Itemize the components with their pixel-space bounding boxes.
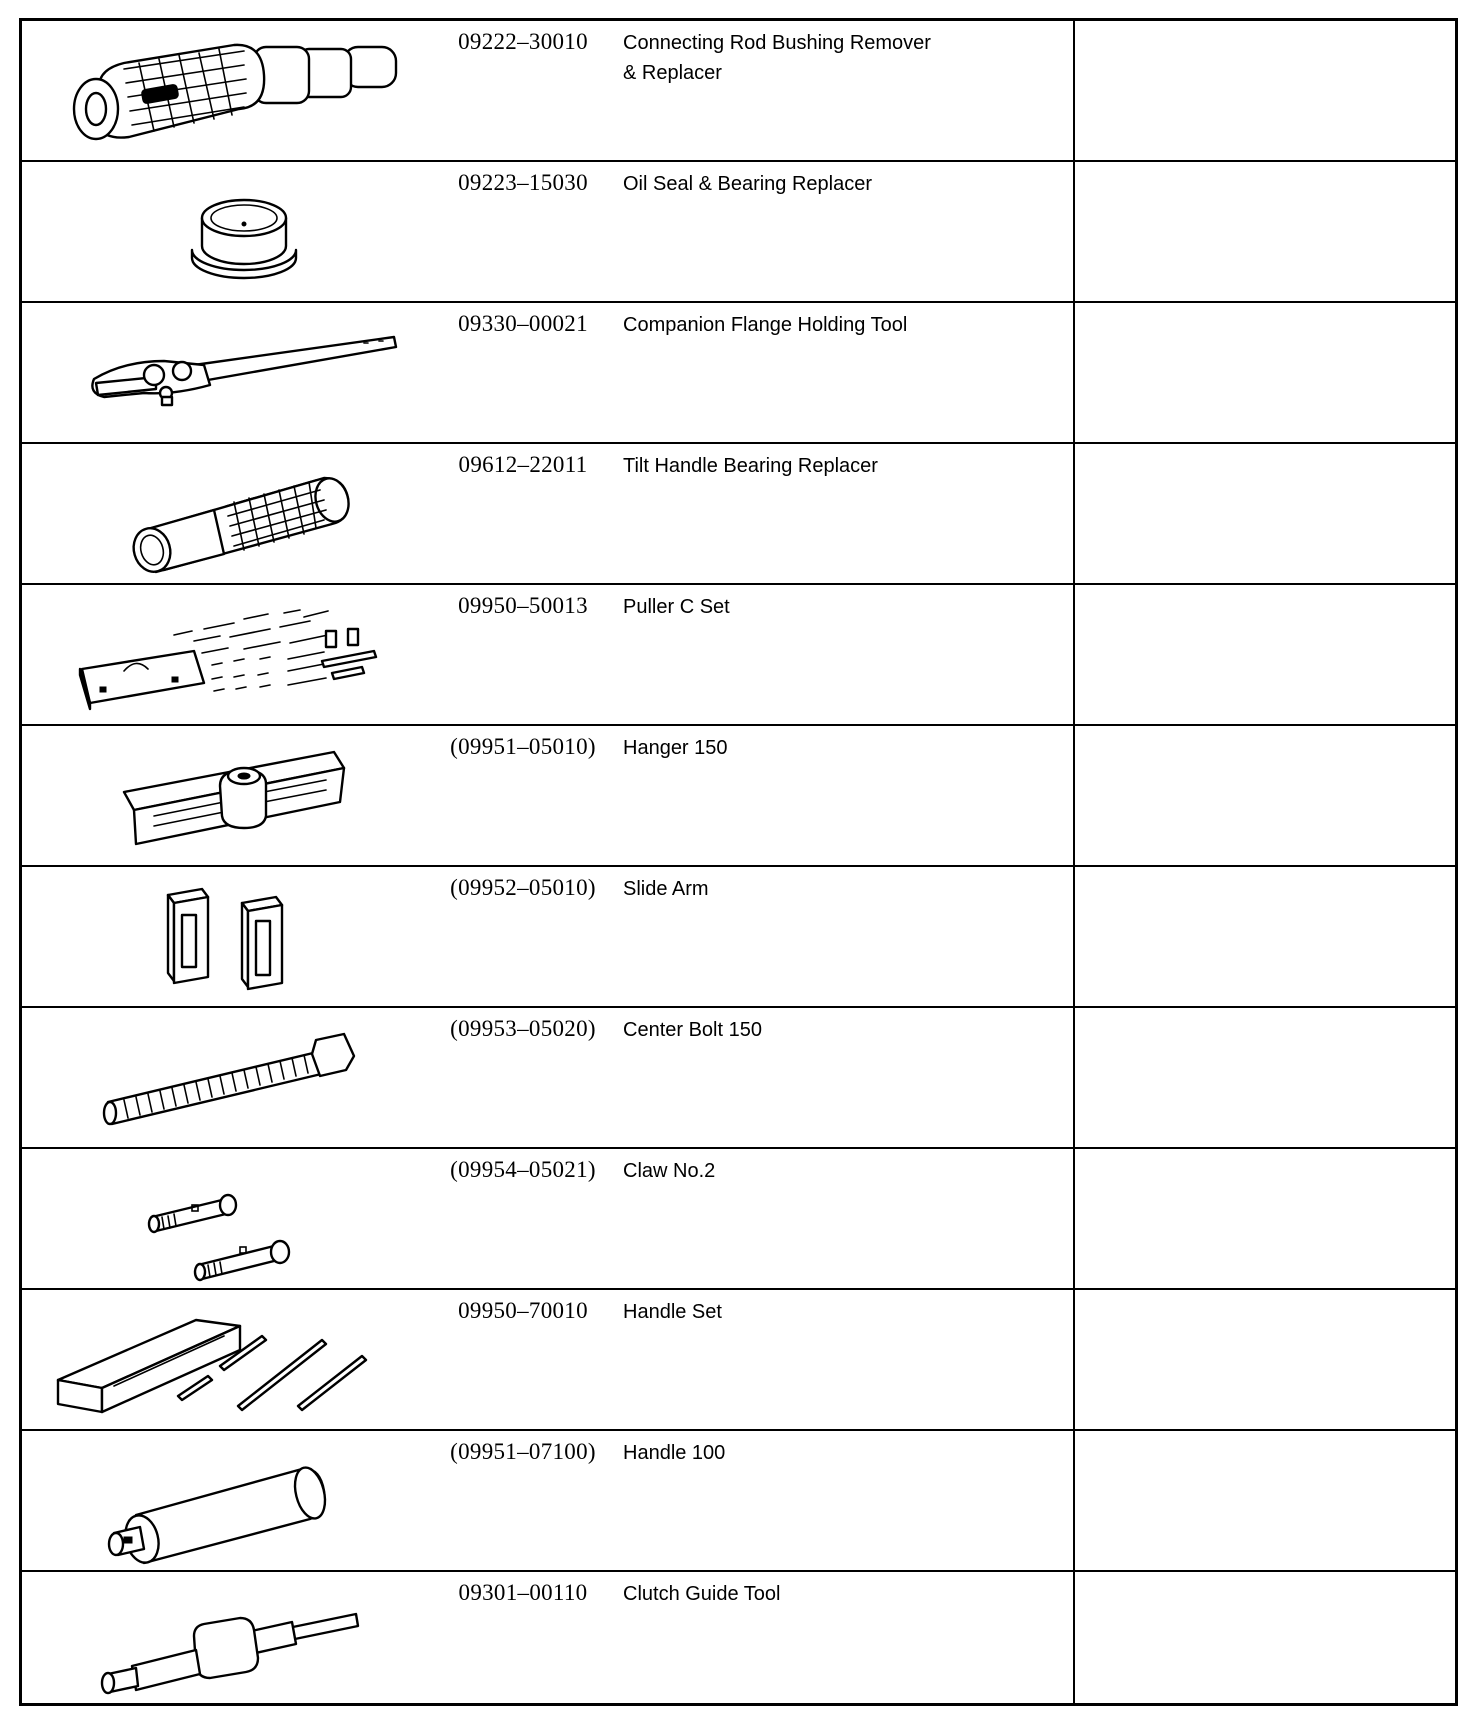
table-row: [22, 21, 1455, 162]
handle-set-illustration: [44, 1296, 424, 1424]
part-number: 09612–22011: [458, 452, 588, 477]
part-name: Connecting Rod Bushing Remover & Replacer: [623, 32, 931, 84]
part-name: Handle Set: [623, 1301, 722, 1323]
handle-100-illustration: [44, 1437, 424, 1565]
table-row: [22, 1431, 1455, 1572]
hanger-illustration: [44, 732, 424, 860]
part-name: Companion Flange Holding Tool: [623, 314, 908, 336]
part-name: Handle 100: [623, 1442, 726, 1464]
column-divider: [1073, 726, 1075, 865]
claw-illustration: [44, 1155, 424, 1283]
part-number: 09950–50013: [458, 593, 588, 618]
part-name: Hanger 150: [623, 737, 728, 759]
table-row: [22, 1008, 1455, 1149]
part-number: (09954–05021): [450, 1157, 596, 1182]
part-number: (09951–07100): [450, 1439, 596, 1464]
part-name: Clutch Guide Tool: [623, 1583, 781, 1605]
part-name: Claw No.2: [623, 1160, 716, 1182]
column-divider: [1073, 867, 1075, 1006]
table-row: [22, 162, 1455, 303]
part-name: Tilt Handle Bearing Replacer: [623, 455, 878, 477]
column-divider: [1073, 162, 1075, 301]
slide-arm-illustration: [44, 873, 424, 1001]
part-number: 09222–30010: [458, 29, 588, 54]
part-name: Slide Arm: [623, 878, 709, 900]
puller-c-set-illustration: [44, 591, 424, 719]
table-row: [22, 867, 1455, 1008]
column-divider: [1073, 1290, 1075, 1429]
column-divider: [1073, 303, 1075, 442]
column-divider: [1073, 21, 1075, 160]
table-row: [22, 303, 1455, 444]
part-number: (09951–05010): [450, 734, 596, 759]
center-bolt-illustration: [44, 1014, 424, 1142]
part-number: 09301–00110: [458, 1580, 588, 1605]
part-number: 09330–00021: [458, 311, 588, 336]
column-divider: [1073, 1008, 1075, 1147]
column-divider: [1073, 585, 1075, 724]
column-divider: [1073, 1431, 1075, 1570]
table-row: [22, 444, 1455, 585]
column-divider: [1073, 1149, 1075, 1288]
oil-seal-replacer-illustration: [44, 168, 424, 296]
table-row: [22, 1149, 1455, 1290]
part-number: (09952–05010): [450, 875, 596, 900]
special-service-tools-table: [19, 18, 1458, 1706]
clutch-guide-tool-illustration: [44, 1578, 424, 1706]
column-divider: [1073, 1572, 1075, 1703]
part-number: 09950–70010: [458, 1298, 588, 1323]
bushing-remover-replacer-illustration: [44, 27, 424, 155]
tilt-handle-replacer-illustration: [44, 450, 424, 578]
part-name: Center Bolt 150: [623, 1019, 762, 1041]
table-row: [22, 1572, 1455, 1703]
table-row: [22, 726, 1455, 867]
part-name: Oil Seal & Bearing Replacer: [623, 173, 873, 195]
table-row: [22, 585, 1455, 726]
part-number: (09953–05020): [450, 1016, 596, 1041]
flange-holding-tool-illustration: [44, 309, 424, 437]
column-divider: [1073, 444, 1075, 583]
part-name: Puller C Set: [623, 596, 730, 618]
table-row: [22, 1290, 1455, 1431]
part-number: 09223–15030: [458, 170, 588, 195]
